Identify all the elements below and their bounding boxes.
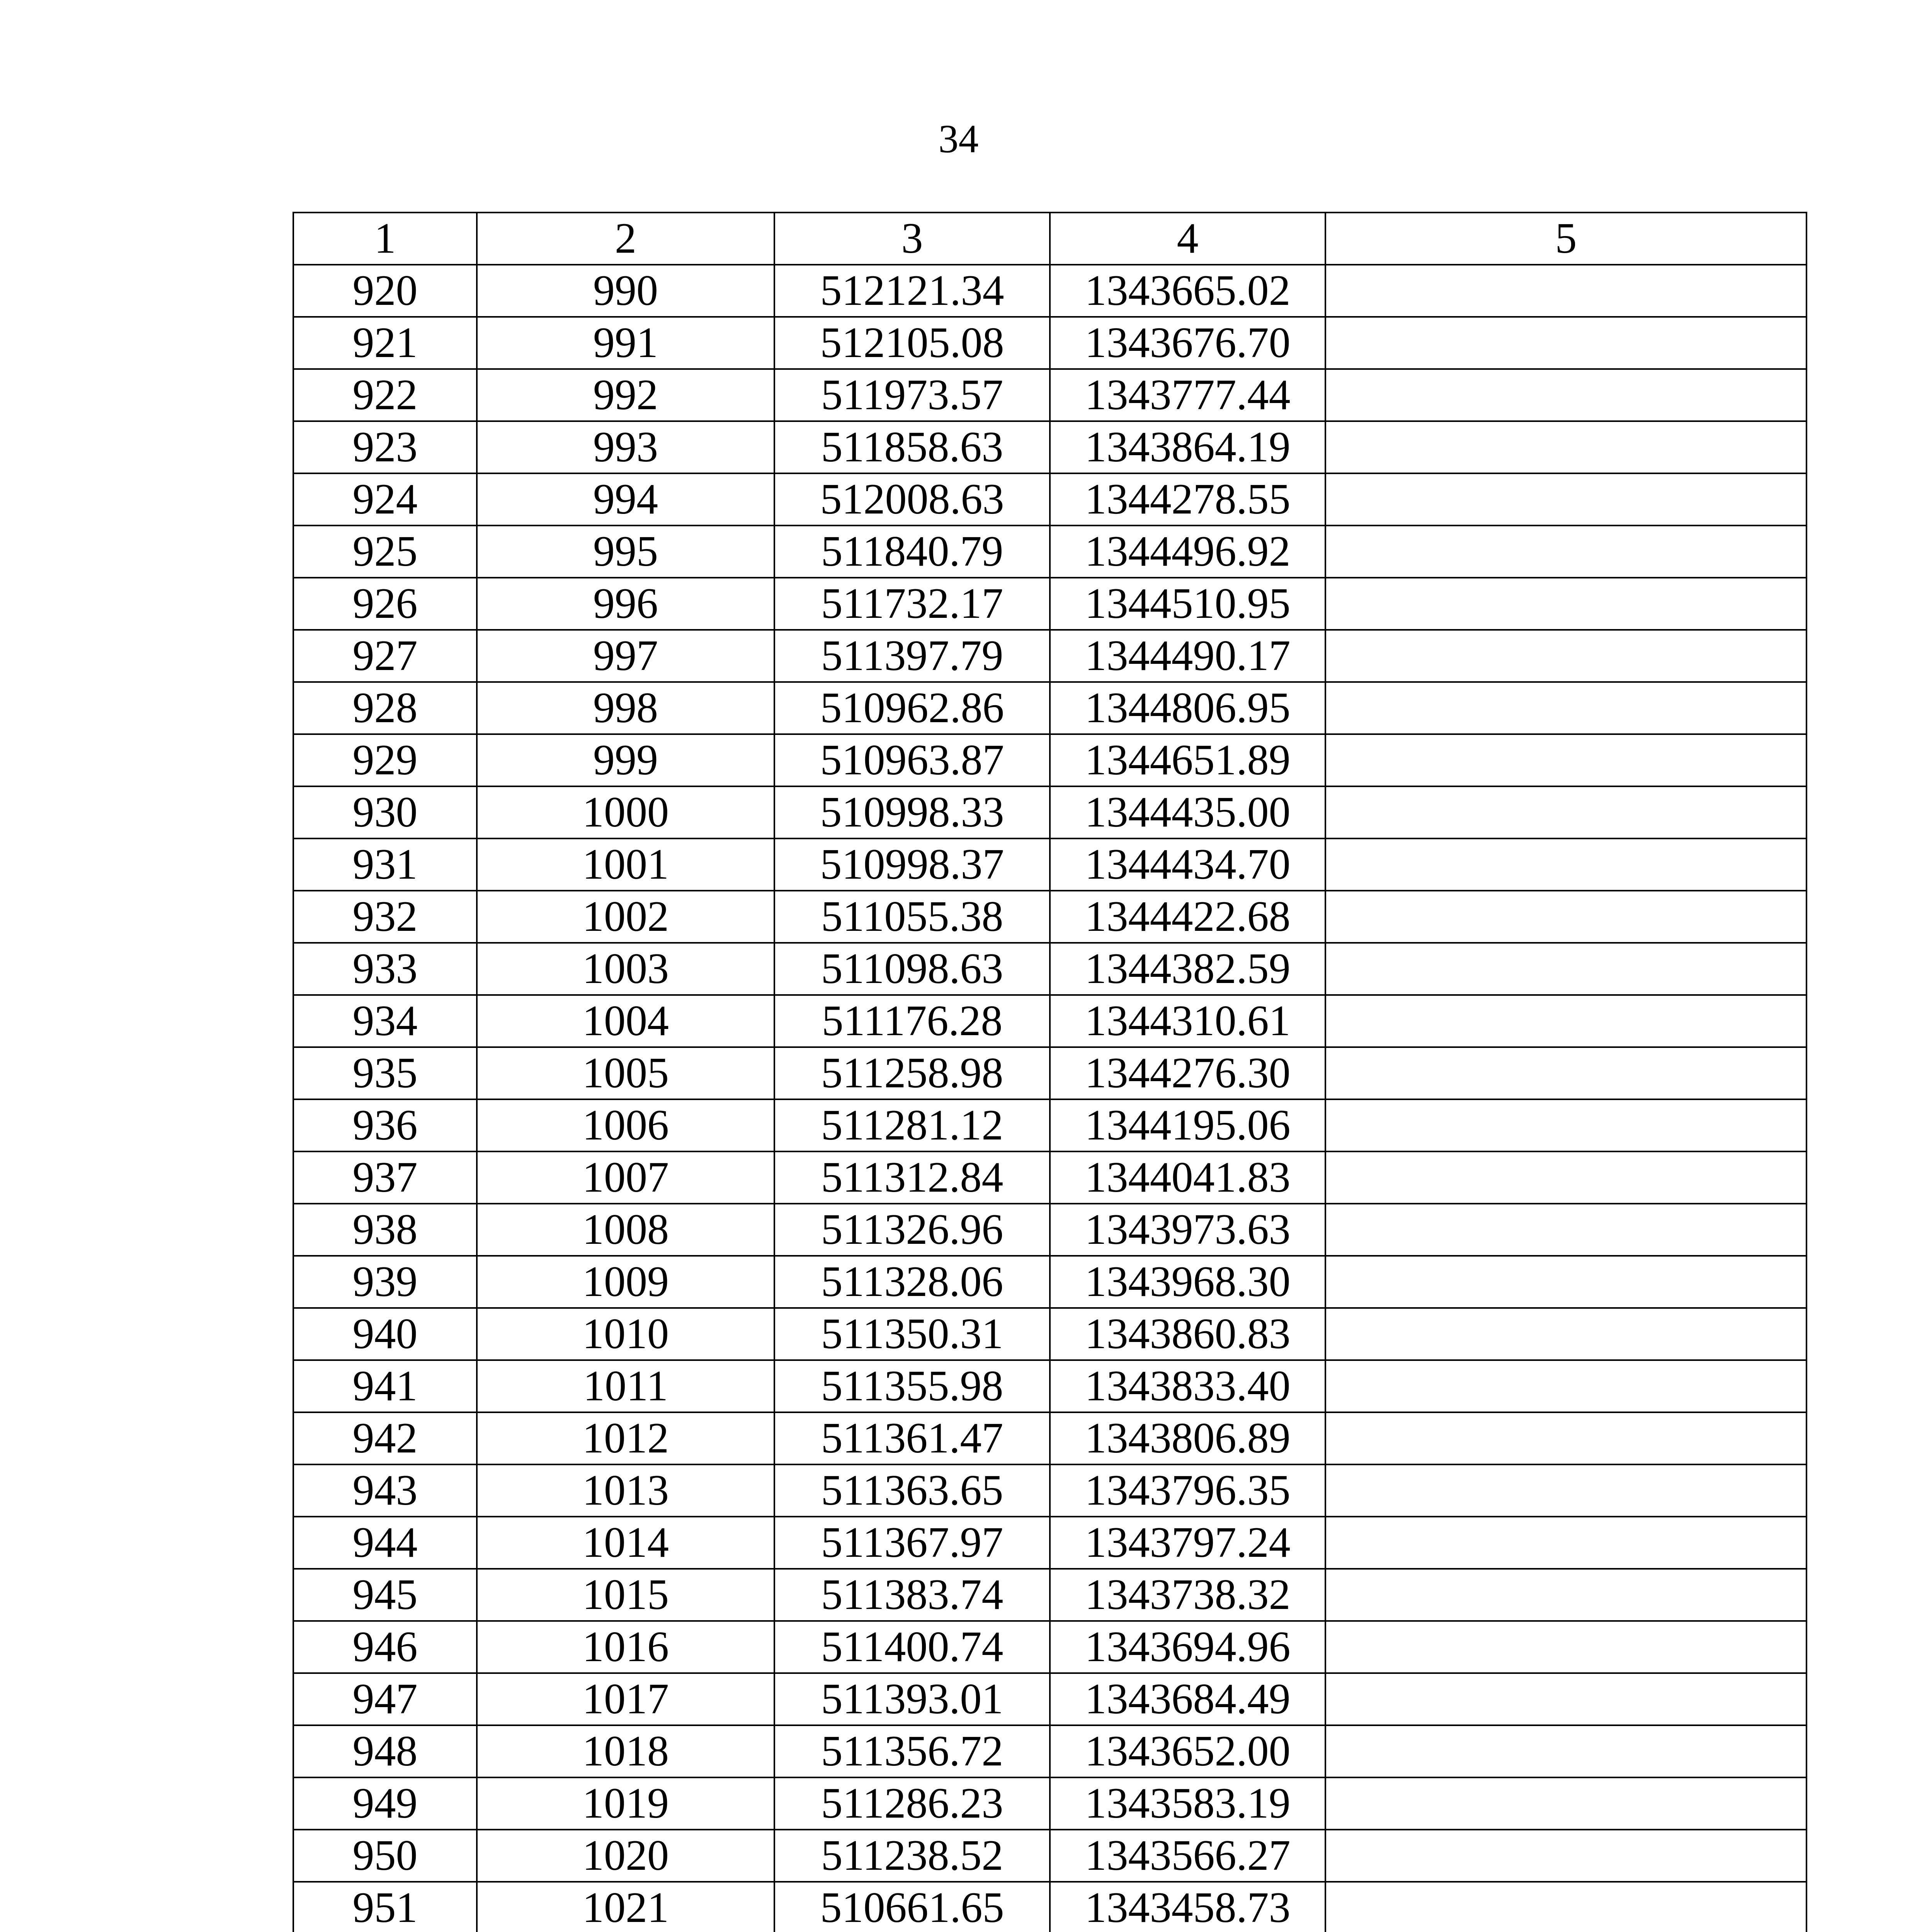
note-cell (1325, 1360, 1806, 1412)
point-number-cell: 950 (293, 1830, 477, 1882)
note-cell (1325, 317, 1806, 369)
vertex-number-cell: 1017 (477, 1673, 774, 1725)
table-row (293, 1725, 1806, 1777)
table-row (293, 1882, 1806, 1932)
y-coordinate-cell: 1343738.32 (1050, 1569, 1325, 1621)
point-number-cell: 938 (293, 1204, 477, 1256)
note-cell (1325, 630, 1806, 682)
y-coordinate-cell: 1344278.55 (1050, 473, 1325, 526)
point-number-cell: 929 (293, 734, 477, 786)
note-cell (1325, 1099, 1806, 1151)
y-coordinate-cell: 1343777.44 (1050, 369, 1325, 421)
table-row (293, 317, 1806, 369)
table-row (293, 786, 1806, 838)
note-cell (1325, 473, 1806, 526)
vertex-number-cell: 1008 (477, 1204, 774, 1256)
vertex-number-cell: 1010 (477, 1308, 774, 1360)
y-coordinate-cell: 1343864.19 (1050, 421, 1325, 473)
point-number-cell: 941 (293, 1360, 477, 1412)
x-coordinate-cell: 511286.23 (774, 1777, 1050, 1830)
vertex-number-cell: 994 (477, 473, 774, 526)
point-number-cell: 949 (293, 1777, 477, 1830)
point-number-cell: 936 (293, 1099, 477, 1151)
vertex-number-cell: 996 (477, 578, 774, 630)
point-number-cell: 923 (293, 421, 477, 473)
y-coordinate-cell: 1344382.59 (1050, 943, 1325, 995)
vertex-number-cell: 991 (477, 317, 774, 369)
note-cell (1325, 421, 1806, 473)
point-number-cell: 937 (293, 1151, 477, 1204)
x-coordinate-cell: 511326.96 (774, 1204, 1050, 1256)
header-cell-2: 2 (477, 213, 774, 265)
table-row (293, 1308, 1806, 1360)
header-cell-3: 3 (774, 213, 1050, 265)
y-coordinate-cell: 1343684.49 (1050, 1673, 1325, 1725)
note-cell (1325, 1256, 1806, 1308)
note-cell (1325, 578, 1806, 630)
x-coordinate-cell: 512121.34 (774, 265, 1050, 317)
y-coordinate-cell: 1343676.70 (1050, 317, 1325, 369)
x-coordinate-cell: 511281.12 (774, 1099, 1050, 1151)
vertex-number-cell: 1014 (477, 1517, 774, 1569)
table-row (293, 1412, 1806, 1464)
vertex-number-cell: 1004 (477, 995, 774, 1047)
table-row (293, 1047, 1806, 1099)
y-coordinate-cell: 1343665.02 (1050, 265, 1325, 317)
y-coordinate-cell: 1344806.95 (1050, 682, 1325, 734)
note-cell (1325, 995, 1806, 1047)
table-row (293, 1360, 1806, 1412)
x-coordinate-cell: 511363.65 (774, 1464, 1050, 1517)
y-coordinate-cell: 1344510.95 (1050, 578, 1325, 630)
x-coordinate-cell: 511840.79 (774, 526, 1050, 578)
table-row (293, 943, 1806, 995)
y-coordinate-cell: 1343833.40 (1050, 1360, 1325, 1412)
x-coordinate-cell: 511176.28 (774, 995, 1050, 1047)
x-coordinate-cell: 511328.06 (774, 1256, 1050, 1308)
vertex-number-cell: 1007 (477, 1151, 774, 1204)
point-number-cell: 928 (293, 682, 477, 734)
table-row (293, 1517, 1806, 1569)
vertex-number-cell: 995 (477, 526, 774, 578)
y-coordinate-cell: 1343968.30 (1050, 1256, 1325, 1308)
note-cell (1325, 1673, 1806, 1725)
vertex-number-cell: 1003 (477, 943, 774, 995)
y-coordinate-cell: 1344490.17 (1050, 630, 1325, 682)
table-row (293, 838, 1806, 891)
x-coordinate-cell: 511858.63 (774, 421, 1050, 473)
x-coordinate-cell: 511055.38 (774, 891, 1050, 943)
x-coordinate-cell: 511361.47 (774, 1412, 1050, 1464)
y-coordinate-cell: 1344195.06 (1050, 1099, 1325, 1151)
table-row (293, 1673, 1806, 1725)
x-coordinate-cell: 511350.31 (774, 1308, 1050, 1360)
vertex-number-cell: 1018 (477, 1725, 774, 1777)
point-number-cell: 927 (293, 630, 477, 682)
vertex-number-cell: 1019 (477, 1777, 774, 1830)
x-coordinate-cell: 511383.74 (774, 1569, 1050, 1621)
note-cell (1325, 1569, 1806, 1621)
point-number-cell: 948 (293, 1725, 477, 1777)
x-coordinate-cell: 510661.65 (774, 1882, 1050, 1932)
vertex-number-cell: 998 (477, 682, 774, 734)
note-cell (1325, 943, 1806, 995)
table-row (293, 1621, 1806, 1673)
x-coordinate-cell: 511356.72 (774, 1725, 1050, 1777)
x-coordinate-cell: 510963.87 (774, 734, 1050, 786)
coordinates-table (293, 212, 1807, 1932)
y-coordinate-cell: 1343694.96 (1050, 1621, 1325, 1673)
note-cell (1325, 369, 1806, 421)
vertex-number-cell: 999 (477, 734, 774, 786)
header-cell-5: 5 (1325, 213, 1806, 265)
table-row (293, 995, 1806, 1047)
point-number-cell: 940 (293, 1308, 477, 1360)
point-number-cell: 931 (293, 838, 477, 891)
note-cell (1325, 838, 1806, 891)
table-row (293, 1569, 1806, 1621)
vertex-number-cell: 992 (477, 369, 774, 421)
y-coordinate-cell: 1343806.89 (1050, 1412, 1325, 1464)
note-cell (1325, 1725, 1806, 1777)
point-number-cell: 945 (293, 1569, 477, 1621)
point-number-cell: 920 (293, 265, 477, 317)
x-coordinate-cell: 511393.01 (774, 1673, 1050, 1725)
y-coordinate-cell: 1344496.92 (1050, 526, 1325, 578)
point-number-cell: 939 (293, 1256, 477, 1308)
y-coordinate-cell: 1343797.24 (1050, 1517, 1325, 1569)
y-coordinate-cell: 1344276.30 (1050, 1047, 1325, 1099)
x-coordinate-cell: 510998.33 (774, 786, 1050, 838)
point-number-cell: 947 (293, 1673, 477, 1725)
point-number-cell: 926 (293, 578, 477, 630)
point-number-cell: 943 (293, 1464, 477, 1517)
y-coordinate-cell: 1343583.19 (1050, 1777, 1325, 1830)
vertex-number-cell: 1009 (477, 1256, 774, 1308)
x-coordinate-cell: 511367.97 (774, 1517, 1050, 1569)
note-cell (1325, 1517, 1806, 1569)
note-cell (1325, 1151, 1806, 1204)
x-coordinate-cell: 511258.98 (774, 1047, 1050, 1099)
vertex-number-cell: 1020 (477, 1830, 774, 1882)
y-coordinate-cell: 1344422.68 (1050, 891, 1325, 943)
point-number-cell: 942 (293, 1412, 477, 1464)
header-cell-4: 4 (1050, 213, 1325, 265)
table-row (293, 1099, 1806, 1151)
y-coordinate-cell: 1344041.83 (1050, 1151, 1325, 1204)
note-cell (1325, 1204, 1806, 1256)
y-coordinate-cell: 1343860.83 (1050, 1308, 1325, 1360)
table-row (293, 682, 1806, 734)
vertex-number-cell: 1021 (477, 1882, 774, 1932)
x-coordinate-cell: 511732.17 (774, 578, 1050, 630)
vertex-number-cell: 1015 (477, 1569, 774, 1621)
point-number-cell: 933 (293, 943, 477, 995)
note-cell (1325, 1882, 1806, 1932)
note-cell (1325, 1047, 1806, 1099)
point-number-cell: 932 (293, 891, 477, 943)
x-coordinate-cell: 511400.74 (774, 1621, 1050, 1673)
table-row (293, 1464, 1806, 1517)
note-cell (1325, 1830, 1806, 1882)
y-coordinate-cell: 1343973.63 (1050, 1204, 1325, 1256)
table-row (293, 526, 1806, 578)
y-coordinate-cell: 1343796.35 (1050, 1464, 1325, 1517)
point-number-cell: 951 (293, 1882, 477, 1932)
table-row (293, 473, 1806, 526)
point-number-cell: 925 (293, 526, 477, 578)
y-coordinate-cell: 1343652.00 (1050, 1725, 1325, 1777)
header-row (293, 213, 1806, 265)
table-row (293, 265, 1806, 317)
note-cell (1325, 265, 1806, 317)
note-cell (1325, 734, 1806, 786)
note-cell (1325, 1412, 1806, 1464)
vertex-number-cell: 993 (477, 421, 774, 473)
point-number-cell: 921 (293, 317, 477, 369)
x-coordinate-cell: 512105.08 (774, 317, 1050, 369)
note-cell (1325, 786, 1806, 838)
point-number-cell: 922 (293, 369, 477, 421)
x-coordinate-cell: 511098.63 (774, 943, 1050, 995)
vertex-number-cell: 1013 (477, 1464, 774, 1517)
point-number-cell: 934 (293, 995, 477, 1047)
vertex-number-cell: 1000 (477, 786, 774, 838)
table-row (293, 1777, 1806, 1830)
page-number: 34 (938, 117, 979, 161)
vertex-number-cell: 1012 (477, 1412, 774, 1464)
x-coordinate-cell: 510962.86 (774, 682, 1050, 734)
point-number-cell: 946 (293, 1621, 477, 1673)
y-coordinate-cell: 1344310.61 (1050, 995, 1325, 1047)
point-number-cell: 944 (293, 1517, 477, 1569)
note-cell (1325, 1621, 1806, 1673)
x-coordinate-cell: 511355.98 (774, 1360, 1050, 1412)
note-cell (1325, 682, 1806, 734)
table-row (293, 891, 1806, 943)
note-cell (1325, 526, 1806, 578)
y-coordinate-cell: 1344651.89 (1050, 734, 1325, 786)
x-coordinate-cell: 511312.84 (774, 1151, 1050, 1204)
note-cell (1325, 1464, 1806, 1517)
table-row (293, 421, 1806, 473)
note-cell (1325, 1777, 1806, 1830)
x-coordinate-cell: 511397.79 (774, 630, 1050, 682)
table-row (293, 734, 1806, 786)
vertex-number-cell: 997 (477, 630, 774, 682)
y-coordinate-cell: 1343566.27 (1050, 1830, 1325, 1882)
table-row (293, 369, 1806, 421)
table-row (293, 1256, 1806, 1308)
y-coordinate-cell: 1344434.70 (1050, 838, 1325, 891)
table-row (293, 630, 1806, 682)
table-row (293, 1151, 1806, 1204)
table-row (293, 578, 1806, 630)
point-number-cell: 930 (293, 786, 477, 838)
vertex-number-cell: 1016 (477, 1621, 774, 1673)
table-row (293, 1830, 1806, 1882)
vertex-number-cell: 1001 (477, 838, 774, 891)
x-coordinate-cell: 511238.52 (774, 1830, 1050, 1882)
x-coordinate-cell: 512008.63 (774, 473, 1050, 526)
vertex-number-cell: 1011 (477, 1360, 774, 1412)
vertex-number-cell: 990 (477, 265, 774, 317)
header-cell-1: 1 (293, 213, 477, 265)
note-cell (1325, 891, 1806, 943)
table-body (293, 213, 1806, 1932)
note-cell (1325, 1308, 1806, 1360)
x-coordinate-cell: 510998.37 (774, 838, 1050, 891)
vertex-number-cell: 1002 (477, 891, 774, 943)
point-number-cell: 935 (293, 1047, 477, 1099)
vertex-number-cell: 1005 (477, 1047, 774, 1099)
point-number-cell: 924 (293, 473, 477, 526)
table-row (293, 1204, 1806, 1256)
vertex-number-cell: 1006 (477, 1099, 774, 1151)
x-coordinate-cell: 511973.57 (774, 369, 1050, 421)
y-coordinate-cell: 1343458.73 (1050, 1882, 1325, 1932)
y-coordinate-cell: 1344435.00 (1050, 786, 1325, 838)
